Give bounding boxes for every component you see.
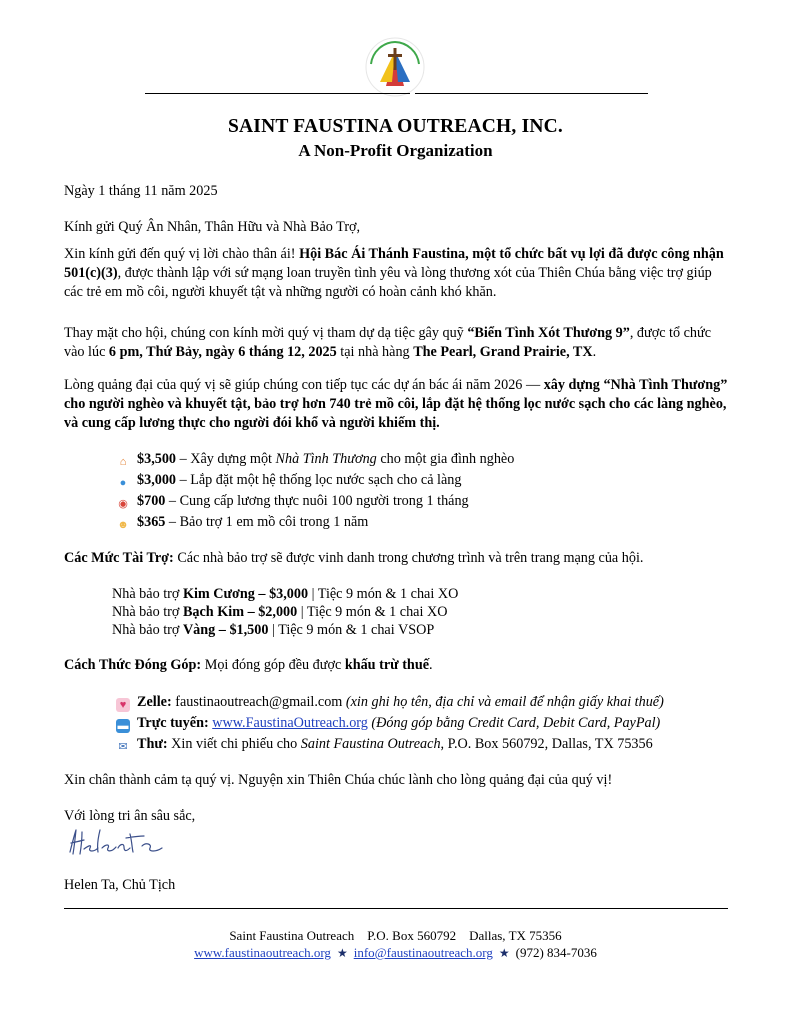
online-method: ▬ Trực tuyến: www.FaustinaOutreach.org (Đóng góp bằng Credit Card, Debit Card, PayPal) [117,715,661,732]
header-rule-right [415,93,648,94]
closing-regards: Với lòng tri ân sâu sắc, [64,808,196,824]
footer-phone: (972) 834-7036 [515,945,597,960]
giving-intro: Cách Thức Đóng Góp: Mọi đóng góp đều được khấu trừ thuế. [64,657,433,673]
footer-email-link[interactable]: info@faustinaoutreach.org [353,945,493,960]
organization-subtitle: A Non-Profit Organization [298,141,493,160]
closing-thanks: Xin chân thành cảm tạ quý vị. Nguyện xin Thiên Chúa chúc lành cho lòng quảng đại của quý vị! [64,772,613,788]
zelle-method: ♥ Zelle: faustinaoutreach@gmail.com (xin ghi họ tên, địa chỉ và email để nhận giấy khai thuế) [116,693,664,712]
signer-name: Helen Ta, Chủ Tịch [64,877,176,893]
gift-item: ● $3,000 – Lắp đặt một hệ thống lọc nước sạch cho cả làng [116,471,461,490]
footer-website-link[interactable]: www.faustinaoutreach.org [194,945,331,960]
credit-card-icon: ▬ [117,720,129,732]
intro-paragraph: Xin kính gửi đến quý vị lời chào thân ái! Hội Bác Ái Thánh Faustina, một tổ chức bất vụ lợi đã được công nhận 501(c)(3), được thành lập với sứ mạng loan truyền tình yêu và lòng thương xót của Thiên Chúa bằng việc trợ giúp các trẻ em mồ côi, người khuyết tật và những người có hoàn cảnh khó khăn. [64,246,724,300]
gift-item: ⌂ $3,500 – Xây dựng một Nhà Tình Thương cho một gia đình nghèo [116,450,514,469]
footer-address: Saint Faustina Outreach P.O. Box 560792 Dallas, TX 75356 [229,928,562,943]
baby-icon: ☻ [117,519,129,531]
sponsorship-intro: Các Mức Tài Trợ: Các nhà bảo trợ sẽ được vinh danh trong chương trình và trên trang mạng của hội. [64,550,644,566]
mailbox-icon: ✉ [118,741,128,753]
heart-icon: ♥ [116,698,130,712]
footer-rule [64,908,728,909]
water-drop-icon: ● [119,477,127,489]
sponsor-level: Nhà bảo trợ Vàng – $1,500 | Tiệc 9 món & 1 chai VSOP [112,622,435,638]
gift-item: ◉ $700 – Cung cấp lương thực nuôi 100 người trong 1 tháng [116,492,469,511]
header-rule-left [145,93,410,94]
star-icon: ★ [336,946,348,960]
website-link[interactable]: www.FaustinaOutreach.org [212,715,368,731]
sponsor-level: Nhà bảo trợ Kim Cương – $3,000 | Tiệc 9 món & 1 chai XO [112,586,459,602]
house-icon: ⌂ [119,456,127,468]
footer-contact [0,944,791,962]
sponsor-level: Nhà bảo trợ Bạch Kim – $2,000 | Tiệc 9 món & 1 chai XO [112,604,448,620]
letter-date: Ngày 1 tháng 11 năm 2025 [64,183,218,199]
organization-name: SAINT FAUSTINA OUTREACH, INC. [227,116,563,137]
handwritten-signature [66,824,166,860]
gift-item: ☻ $365 – Bảo trợ 1 em mồ côi trong 1 năm [117,514,369,531]
rice-bowl-icon: ◉ [118,498,128,510]
organization-logo [364,36,426,98]
mail-method: ✉ Thư: Xin viết chi phiếu cho Saint Faustina Outreach, P.O. Box 560792, Dallas, TX 75356 [116,735,653,754]
invitation-paragraph: Thay mặt cho hội, chúng con kính mời quý vị tham dự dạ tiệc gây quỹ “Biển Tình Xót Thương 9”, được tổ chức vào lúc 6 pm, Thứ Bảy, ngày 6 tháng 12, 2025 tại nhà hàng The Pearl, Grand Prairie, TX. [64,325,712,360]
projects-paragraph: Lòng quảng đại của quý vị sẽ giúp chúng con tiếp tục các dự án bác ái năm 2026 — xây dựng “Nhà Tình Thương” cho người nghèo và khuyết tật, bảo trợ hơn 740 trẻ mồ côi, lắp đặt hệ thống lọc nước sạch cho các làng nghèo, và cung cấp lương thực cho người đói khổ và người khiếm thị. [64,377,728,431]
letter-salutation: Kính gửi Quý Ân Nhân, Thân Hữu và Nhà Bảo Trợ, [64,219,361,235]
star-icon: ★ [498,946,510,960]
